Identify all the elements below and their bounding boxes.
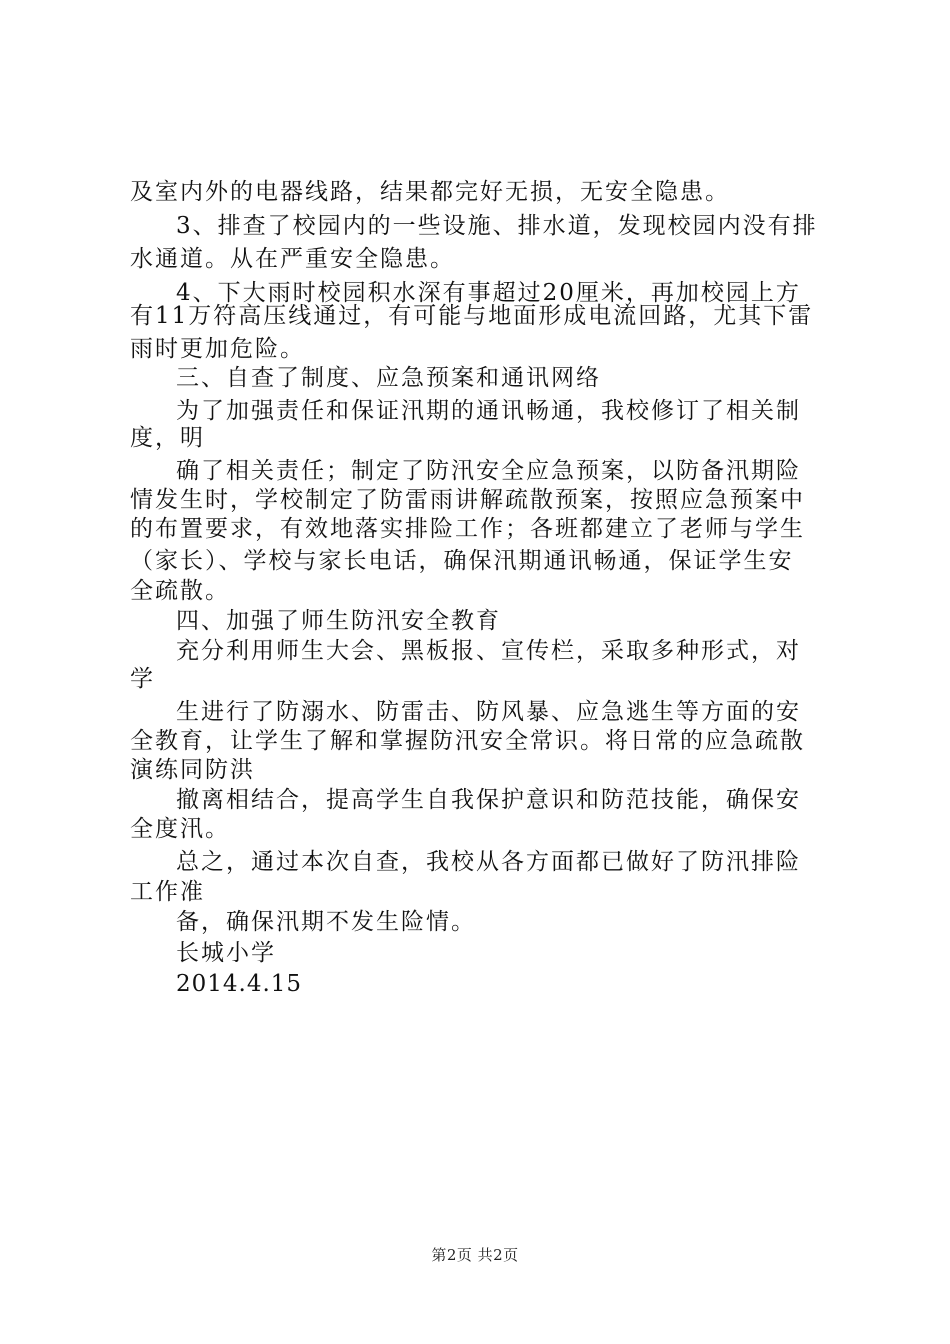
- body-text-line: 撤离相结合，提高学生自我保护意识和防范技能，确保安: [176, 787, 801, 813]
- body-text-line: 情发生时，学校制定了防雷雨讲解疏散预案，按照应急预案中: [130, 487, 805, 513]
- body-text-line: 全疏散。: [130, 578, 230, 604]
- body-text-line: 度，明: [130, 425, 205, 451]
- body-text-line: 生进行了防溺水、防雷击、防风暴、应急逃生等方面的安: [176, 699, 801, 725]
- body-text-line: 全教育，让学生了解和掌握防汛安全常识。将日常的应急疏散: [130, 728, 805, 754]
- section-heading: 四、加强了师生防汛安全教育: [176, 608, 501, 634]
- body-text-line: 确了相关责任；制定了防汛安全应急预案，以防备汛期险: [176, 458, 801, 484]
- body-text-line: 3、排查了校园内的一些设施、排水道，发现校园内没有排: [176, 213, 818, 239]
- section-heading: 三、自查了制度、应急预案和通讯网络: [176, 365, 601, 391]
- body-text-line: 有11万符高压线通过，有可能与地面形成电流回路，尤其下雷: [130, 303, 814, 329]
- body-text-line: （家长）、学校与家长电话，确保汛期通讯畅通，保证学生安: [130, 548, 794, 574]
- signature-school-name: 长城小学: [176, 940, 276, 966]
- body-text-line: 雨时更加危险。: [130, 336, 305, 362]
- body-text-line: 备，确保汛期不发生险情。: [176, 909, 476, 935]
- body-text-line: 总之，通过本次自查，我校从各方面都已做好了防汛排险: [176, 849, 801, 875]
- body-text-line: 工作准: [130, 879, 205, 905]
- body-text-line: 4、下大雨时校园积水深有事超过20厘米，再加校园上方: [176, 280, 801, 306]
- body-text-line: 水通道。从在严重安全隐患。: [130, 246, 455, 272]
- body-text-line: 全度汛。: [130, 816, 230, 842]
- body-text-line: 及室内外的电器线路，结果都完好无损，无安全隐患。: [130, 179, 730, 205]
- signature-date: 2014.4.15: [176, 971, 303, 997]
- body-text-line: 学: [130, 666, 155, 692]
- body-text-line: 为了加强责任和保证汛期的通讯畅通，我校修订了相关制: [176, 398, 801, 424]
- body-text-line: 演练同防洪: [130, 757, 255, 783]
- body-text-line: 充分利用师生大会、黑板报、宣传栏，采取多种形式，对: [176, 638, 801, 664]
- page-number-footer: 第2页 共2页: [431, 1246, 519, 1264]
- body-text-line: 的布置要求，有效地落实排险工作；各班都建立了老师与学生: [130, 516, 805, 542]
